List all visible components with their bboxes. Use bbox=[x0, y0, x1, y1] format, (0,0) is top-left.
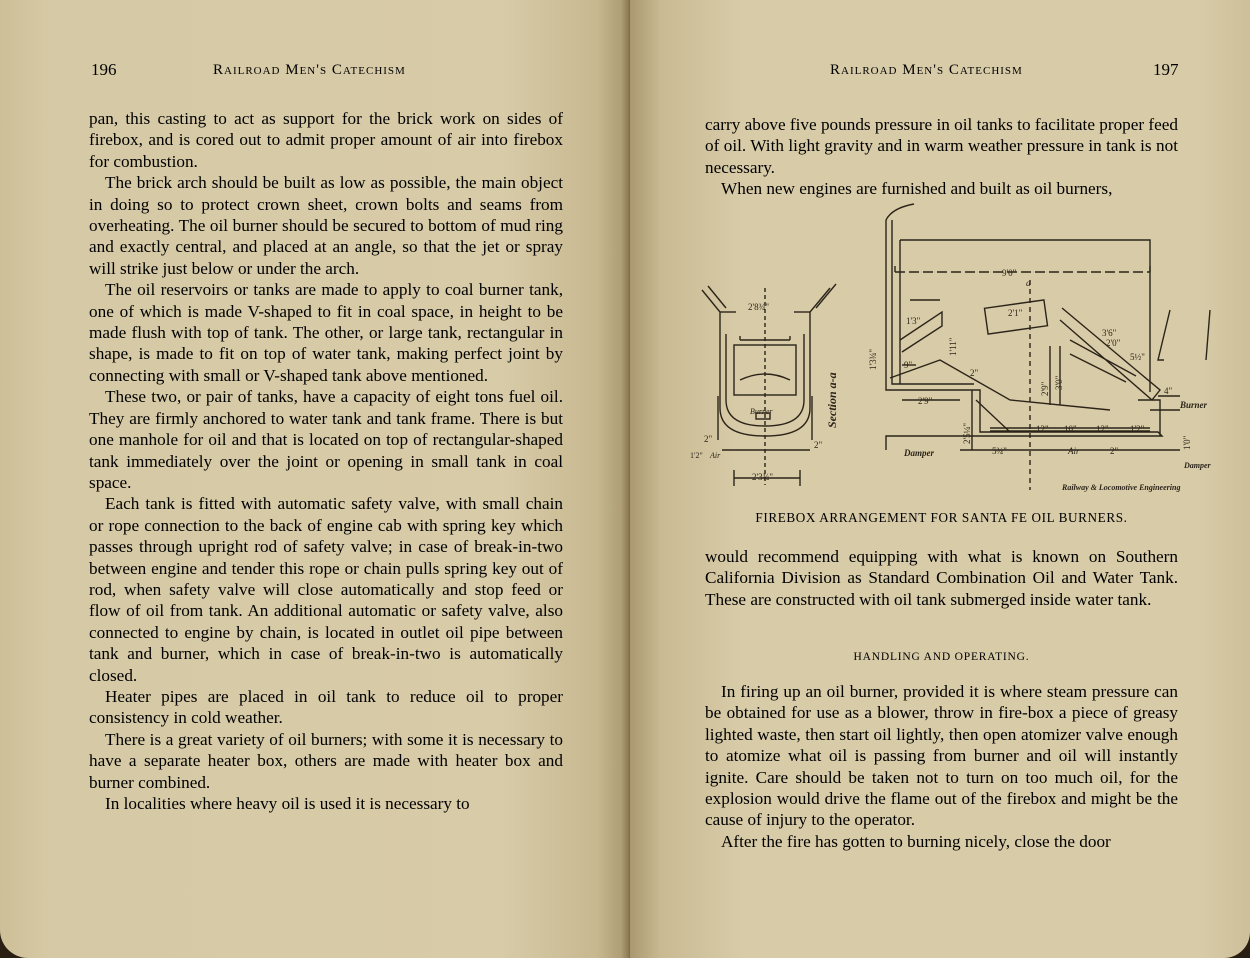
right-page-body-bottom bbox=[705, 681, 1178, 852]
paragraph: When new engines are furnished and built as oil burners, bbox=[721, 179, 1113, 199]
paragraph: Each tank is fitted with automatic safety valve, with small chain or rope connection to the back of engine cab with spring key which passes through upright rod of safety valve; in case of break-in-two between engine and tender this rope or chain pulls spring key out of rod, when safety valve will close automatically and stop feed or flow of oil from tank. An additional automatic or safety valve, also connected to engine by chain, is located in outlet oil pipe between tank and burner, which in case of break-in-two is automatically closed. bbox=[89, 494, 563, 685]
diagram-label: 12" bbox=[1036, 424, 1049, 434]
figure-caption: FIREBOX ARRANGEMENT FOR SANTA FE OIL BURNERS. bbox=[755, 510, 1128, 525]
paragraph: In firing up an oil burner, provided it is where steam pressure can be obtained for use as a blower, throw in fire-box a piece of greasy lighted waste, then start oil lightly, then open atomizer valve enough to atomize what oil is passing from burner and oil will instantly ignite. Care should be taken not to turn on too much oil, for the explosion would drive the flame out of the firebox and might be the cause of injury to the operator. bbox=[705, 682, 1178, 830]
diagram-label: 12" bbox=[1096, 424, 1109, 434]
diagram-label: 2'0" bbox=[1106, 338, 1121, 348]
diagram-label: 4" bbox=[1164, 386, 1173, 396]
diagram-label: Air bbox=[1068, 446, 1080, 456]
right-running-head: Railroad Men's Catechism bbox=[830, 62, 1023, 78]
diagram-label: 1'2" bbox=[1130, 424, 1145, 434]
figure-credit: Railway & Locomotive Engineering bbox=[1062, 483, 1181, 492]
diagram-label: 2" bbox=[704, 434, 713, 444]
diagram-label: 1'3" bbox=[906, 316, 921, 326]
diagram-label: 5¾" bbox=[992, 446, 1007, 456]
right-page-number: 197 bbox=[1153, 60, 1179, 79]
diagram-label: Air bbox=[710, 451, 721, 460]
diagram-label: 2" bbox=[1110, 446, 1119, 456]
paragraph: These two, or pair of tanks, have a capacity of eight tons fuel oil. They are firmly anchored to water tank and tank frame. There is but one manhole for oil and that is located on top of rectangular-shaped tank immediately over the joint or opening in small tank in coal space. bbox=[89, 387, 563, 492]
diagram-label: 2" bbox=[970, 368, 979, 378]
diagram-label: 2" bbox=[814, 440, 823, 450]
diagram-label: a bbox=[1026, 278, 1031, 288]
diagram-label: 9" bbox=[904, 360, 913, 370]
diagram-label: 2'1" bbox=[1008, 308, 1023, 318]
paragraph: pan, this casting to act as support for the brick work on sides of firebox, and is cored out to admit proper amount of air into firebox for combustion. bbox=[89, 109, 563, 171]
diagram-label: 1'2" bbox=[690, 451, 703, 460]
diagram-label: 3'6" bbox=[1102, 328, 1117, 338]
right-page-body-top bbox=[705, 114, 1178, 200]
section-heading: HANDLING AND OPERATING. bbox=[853, 651, 1030, 663]
diagram-label: 2'9" bbox=[1040, 381, 1050, 396]
left-page-number: 196 bbox=[91, 60, 117, 79]
diagram-label: 9'0" bbox=[1002, 268, 1017, 278]
diagram-label: Damper bbox=[904, 448, 934, 458]
paragraph: would recommend equipping with what is known on Southern California Division as Standard Combination Oil and Water Tank. These are constructed with oil tank submerged inside water tank. bbox=[705, 547, 1178, 609]
paragraph: There is a great variety of oil burners; with some it is necessary to have a separate heater box, others are made with heater box and burner combined. bbox=[89, 729, 563, 792]
diagram-label: Burner bbox=[750, 407, 773, 416]
right-page-body-mid bbox=[705, 546, 1178, 610]
paragraph: In localities where heavy oil is used it is necessary to bbox=[105, 794, 470, 813]
paragraph: carry above five pounds pressure in oil tanks to facilitate proper feed of oil. With light gravity and in warm weather pressure in tank is not necessary. bbox=[705, 115, 1178, 177]
left-page-body bbox=[89, 108, 563, 814]
paragraph: After the fire has gotten to burning nicely, close the door bbox=[721, 831, 1111, 851]
diagram-label: 2'5¼" bbox=[962, 422, 972, 444]
diagram-label: 10" bbox=[1064, 424, 1077, 434]
diagram-label: 3'0" bbox=[1054, 375, 1064, 390]
paragraph: The oil reservoirs or tanks are made to apply to coal burner tank, one of which is made V-shaped to fit in coal space, in height to be made flush with top of tank. The other, or large tank, rectangular in shape, is made to fit on top of water tank, making perfect joint by connecting with small or V-shaped tank above mentioned. bbox=[89, 280, 563, 385]
left-running-head: Railroad Men's Catechism bbox=[213, 62, 406, 78]
diagram-label: 2'8¾" bbox=[748, 302, 770, 312]
diagram-label: 1'11" bbox=[948, 337, 958, 356]
diagram-label: 5½" bbox=[1130, 352, 1145, 362]
diagram-label: 1'3¾" bbox=[868, 348, 878, 370]
diagram-label: 2'3¾" bbox=[752, 472, 774, 482]
paragraph: The brick arch should be built as low as possible, the main object in doing so to protect crown sheet, crown bolts and seams from overheating. The oil burner should be secured to bottom of mud ring and exactly central, and placed at an angle, so that the jet or spray will strike just below or under the arch. bbox=[89, 173, 563, 278]
diagram-label: Burner bbox=[1180, 400, 1208, 410]
diagram-label: 2'9" bbox=[918, 396, 933, 406]
diagram-label: Damper bbox=[1184, 461, 1211, 470]
firebox-diagram bbox=[690, 200, 1230, 500]
paragraph: Heater pipes are placed in oil tank to reduce oil to proper consistency in cold weather. bbox=[89, 686, 563, 728]
diagram-label: 1'0" bbox=[1182, 435, 1192, 450]
section-label: Section a-a bbox=[825, 372, 839, 428]
